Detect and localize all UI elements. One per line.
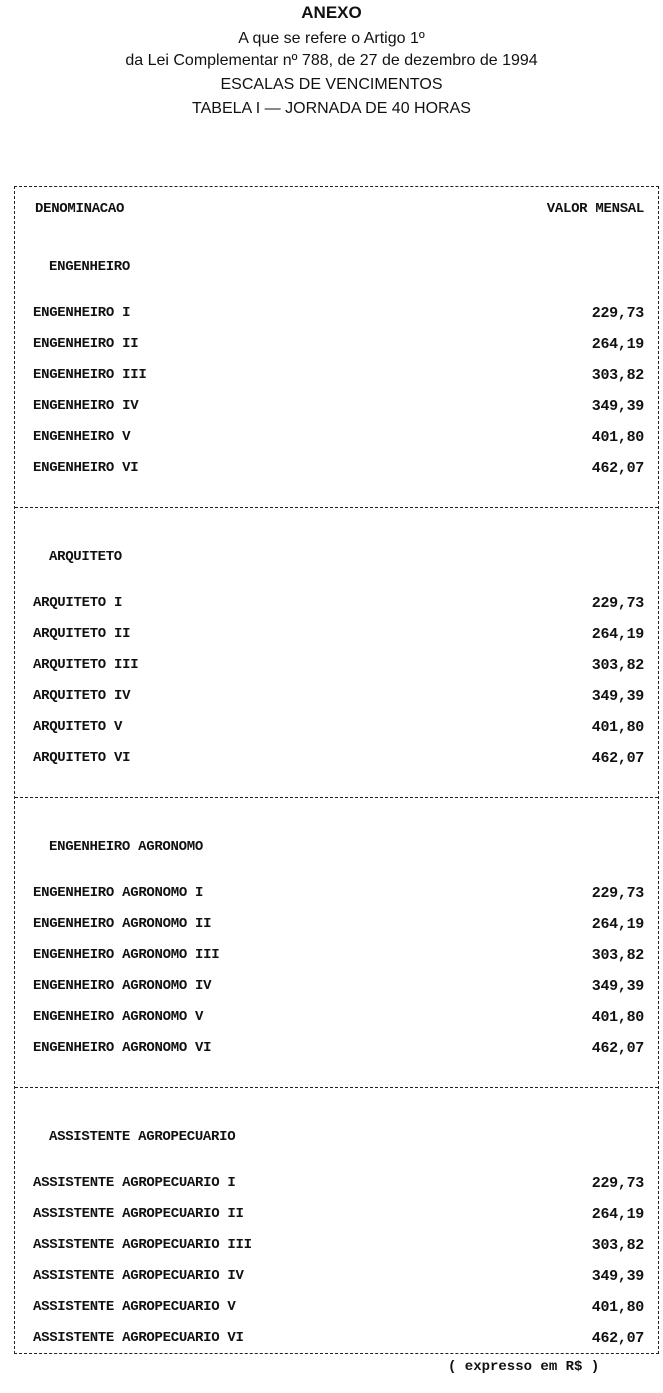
position-name: ENGENHEIRO AGRONOMO III xyxy=(33,947,220,963)
monthly-value: 229,73 xyxy=(591,305,644,322)
table-row xyxy=(33,688,644,710)
table-row xyxy=(33,916,644,938)
monthly-value: 264,19 xyxy=(591,626,644,643)
position-name: ENGENHEIRO AGRONOMO IV xyxy=(33,978,212,994)
law-reference: da Lei Complementar nº 788, de 27 de dezembro de 1994 xyxy=(125,52,538,69)
table-row xyxy=(33,978,644,1000)
monthly-value: 401,80 xyxy=(591,1009,644,1026)
position-name: ARQUITETO III xyxy=(33,657,139,673)
position-name: ASSISTENTE AGROPECUARIO II xyxy=(33,1206,244,1222)
table-row xyxy=(33,750,644,772)
article-reference: A que se refere o Artigo 1º xyxy=(238,30,425,47)
section-divider xyxy=(15,507,658,508)
position-name: ARQUITETO II xyxy=(33,626,131,642)
position-name: ARQUITETO I xyxy=(33,595,123,611)
column-header-name: DENOMINACAO xyxy=(35,201,125,217)
section-title: ASSISTENTE AGROPECUARIO xyxy=(49,1129,236,1145)
monthly-value: 229,73 xyxy=(591,885,644,902)
table-row xyxy=(33,947,644,969)
section-title: ENGENHEIRO xyxy=(49,259,131,275)
table-row xyxy=(33,460,644,482)
table-row xyxy=(33,1009,644,1031)
monthly-value: 349,39 xyxy=(591,1268,644,1285)
table-row xyxy=(33,1330,644,1352)
monthly-value: 303,82 xyxy=(591,367,644,384)
table-row xyxy=(33,657,644,679)
table-row xyxy=(33,626,644,648)
position-name: ENGENHEIRO AGRONOMO II xyxy=(33,916,212,932)
table-row xyxy=(33,719,644,741)
position-name: ASSISTENTE AGROPECUARIO VI xyxy=(33,1330,244,1346)
position-name: ENGENHEIRO VI xyxy=(33,460,139,476)
position-name: ARQUITETO VI xyxy=(33,750,131,766)
monthly-value: 264,19 xyxy=(591,916,644,933)
monthly-value: 303,82 xyxy=(591,947,644,964)
position-name: ENGENHEIRO AGRONOMO V xyxy=(33,1009,204,1025)
section-divider xyxy=(15,1087,658,1088)
monthly-value: 303,82 xyxy=(591,1237,644,1254)
salary-scales-heading: ESCALAS DE VENCIMENTOS xyxy=(220,76,443,93)
position-name: ENGENHEIRO V xyxy=(33,429,131,445)
column-header-value: VALOR MENSAL xyxy=(546,201,644,217)
section-title: ENGENHEIRO AGRONOMO xyxy=(49,839,203,855)
position-name: ENGENHEIRO IV xyxy=(33,398,139,414)
monthly-value: 303,82 xyxy=(591,657,644,674)
monthly-value: 401,80 xyxy=(591,1299,644,1316)
table-row xyxy=(33,305,644,327)
annex-title: ANEXO xyxy=(301,3,362,22)
monthly-value: 462,07 xyxy=(591,460,644,477)
currency-note: ( expresso em R$ ) xyxy=(448,1359,600,1375)
monthly-value: 462,07 xyxy=(591,1330,644,1347)
position-name: ASSISTENTE AGROPECUARIO III xyxy=(33,1237,252,1253)
position-name: ASSISTENTE AGROPECUARIO V xyxy=(33,1299,236,1315)
monthly-value: 264,19 xyxy=(591,336,644,353)
position-name: ENGENHEIRO II xyxy=(33,336,139,352)
position-name: ENGENHEIRO III xyxy=(33,367,147,383)
table-row xyxy=(33,367,644,389)
table-row xyxy=(33,398,644,420)
position-name: ASSISTENTE AGROPECUARIO IV xyxy=(33,1268,244,1284)
table-row xyxy=(33,336,644,358)
monthly-value: 401,80 xyxy=(591,429,644,446)
monthly-value: 462,07 xyxy=(591,750,644,767)
table-row xyxy=(33,1175,644,1197)
monthly-value: 462,07 xyxy=(591,1040,644,1057)
monthly-value: 229,73 xyxy=(591,1175,644,1192)
monthly-value: 229,73 xyxy=(591,595,644,612)
table-row xyxy=(33,595,644,617)
position-name: ARQUITETO V xyxy=(33,719,123,735)
monthly-value: 349,39 xyxy=(591,398,644,415)
table-row xyxy=(33,1237,644,1259)
monthly-value: 264,19 xyxy=(591,1206,644,1223)
salary-table xyxy=(14,186,659,1354)
table-row xyxy=(33,1299,644,1321)
section-title: ARQUITETO xyxy=(49,549,122,565)
monthly-value: 401,80 xyxy=(591,719,644,736)
monthly-value: 349,39 xyxy=(591,688,644,705)
table-heading: TABELA I — JORNADA DE 40 HORAS xyxy=(192,100,471,117)
table-row xyxy=(33,1206,644,1228)
position-name: ENGENHEIRO AGRONOMO I xyxy=(33,885,204,901)
table-row xyxy=(33,885,644,907)
section-divider xyxy=(15,797,658,798)
position-name: ASSISTENTE AGROPECUARIO I xyxy=(33,1175,236,1191)
position-name: ENGENHEIRO I xyxy=(33,305,131,321)
position-name: ARQUITETO IV xyxy=(33,688,131,704)
monthly-value: 349,39 xyxy=(591,978,644,995)
table-row xyxy=(33,1268,644,1290)
table-row xyxy=(33,1040,644,1062)
position-name: ENGENHEIRO AGRONOMO VI xyxy=(33,1040,212,1056)
table-row xyxy=(33,429,644,451)
